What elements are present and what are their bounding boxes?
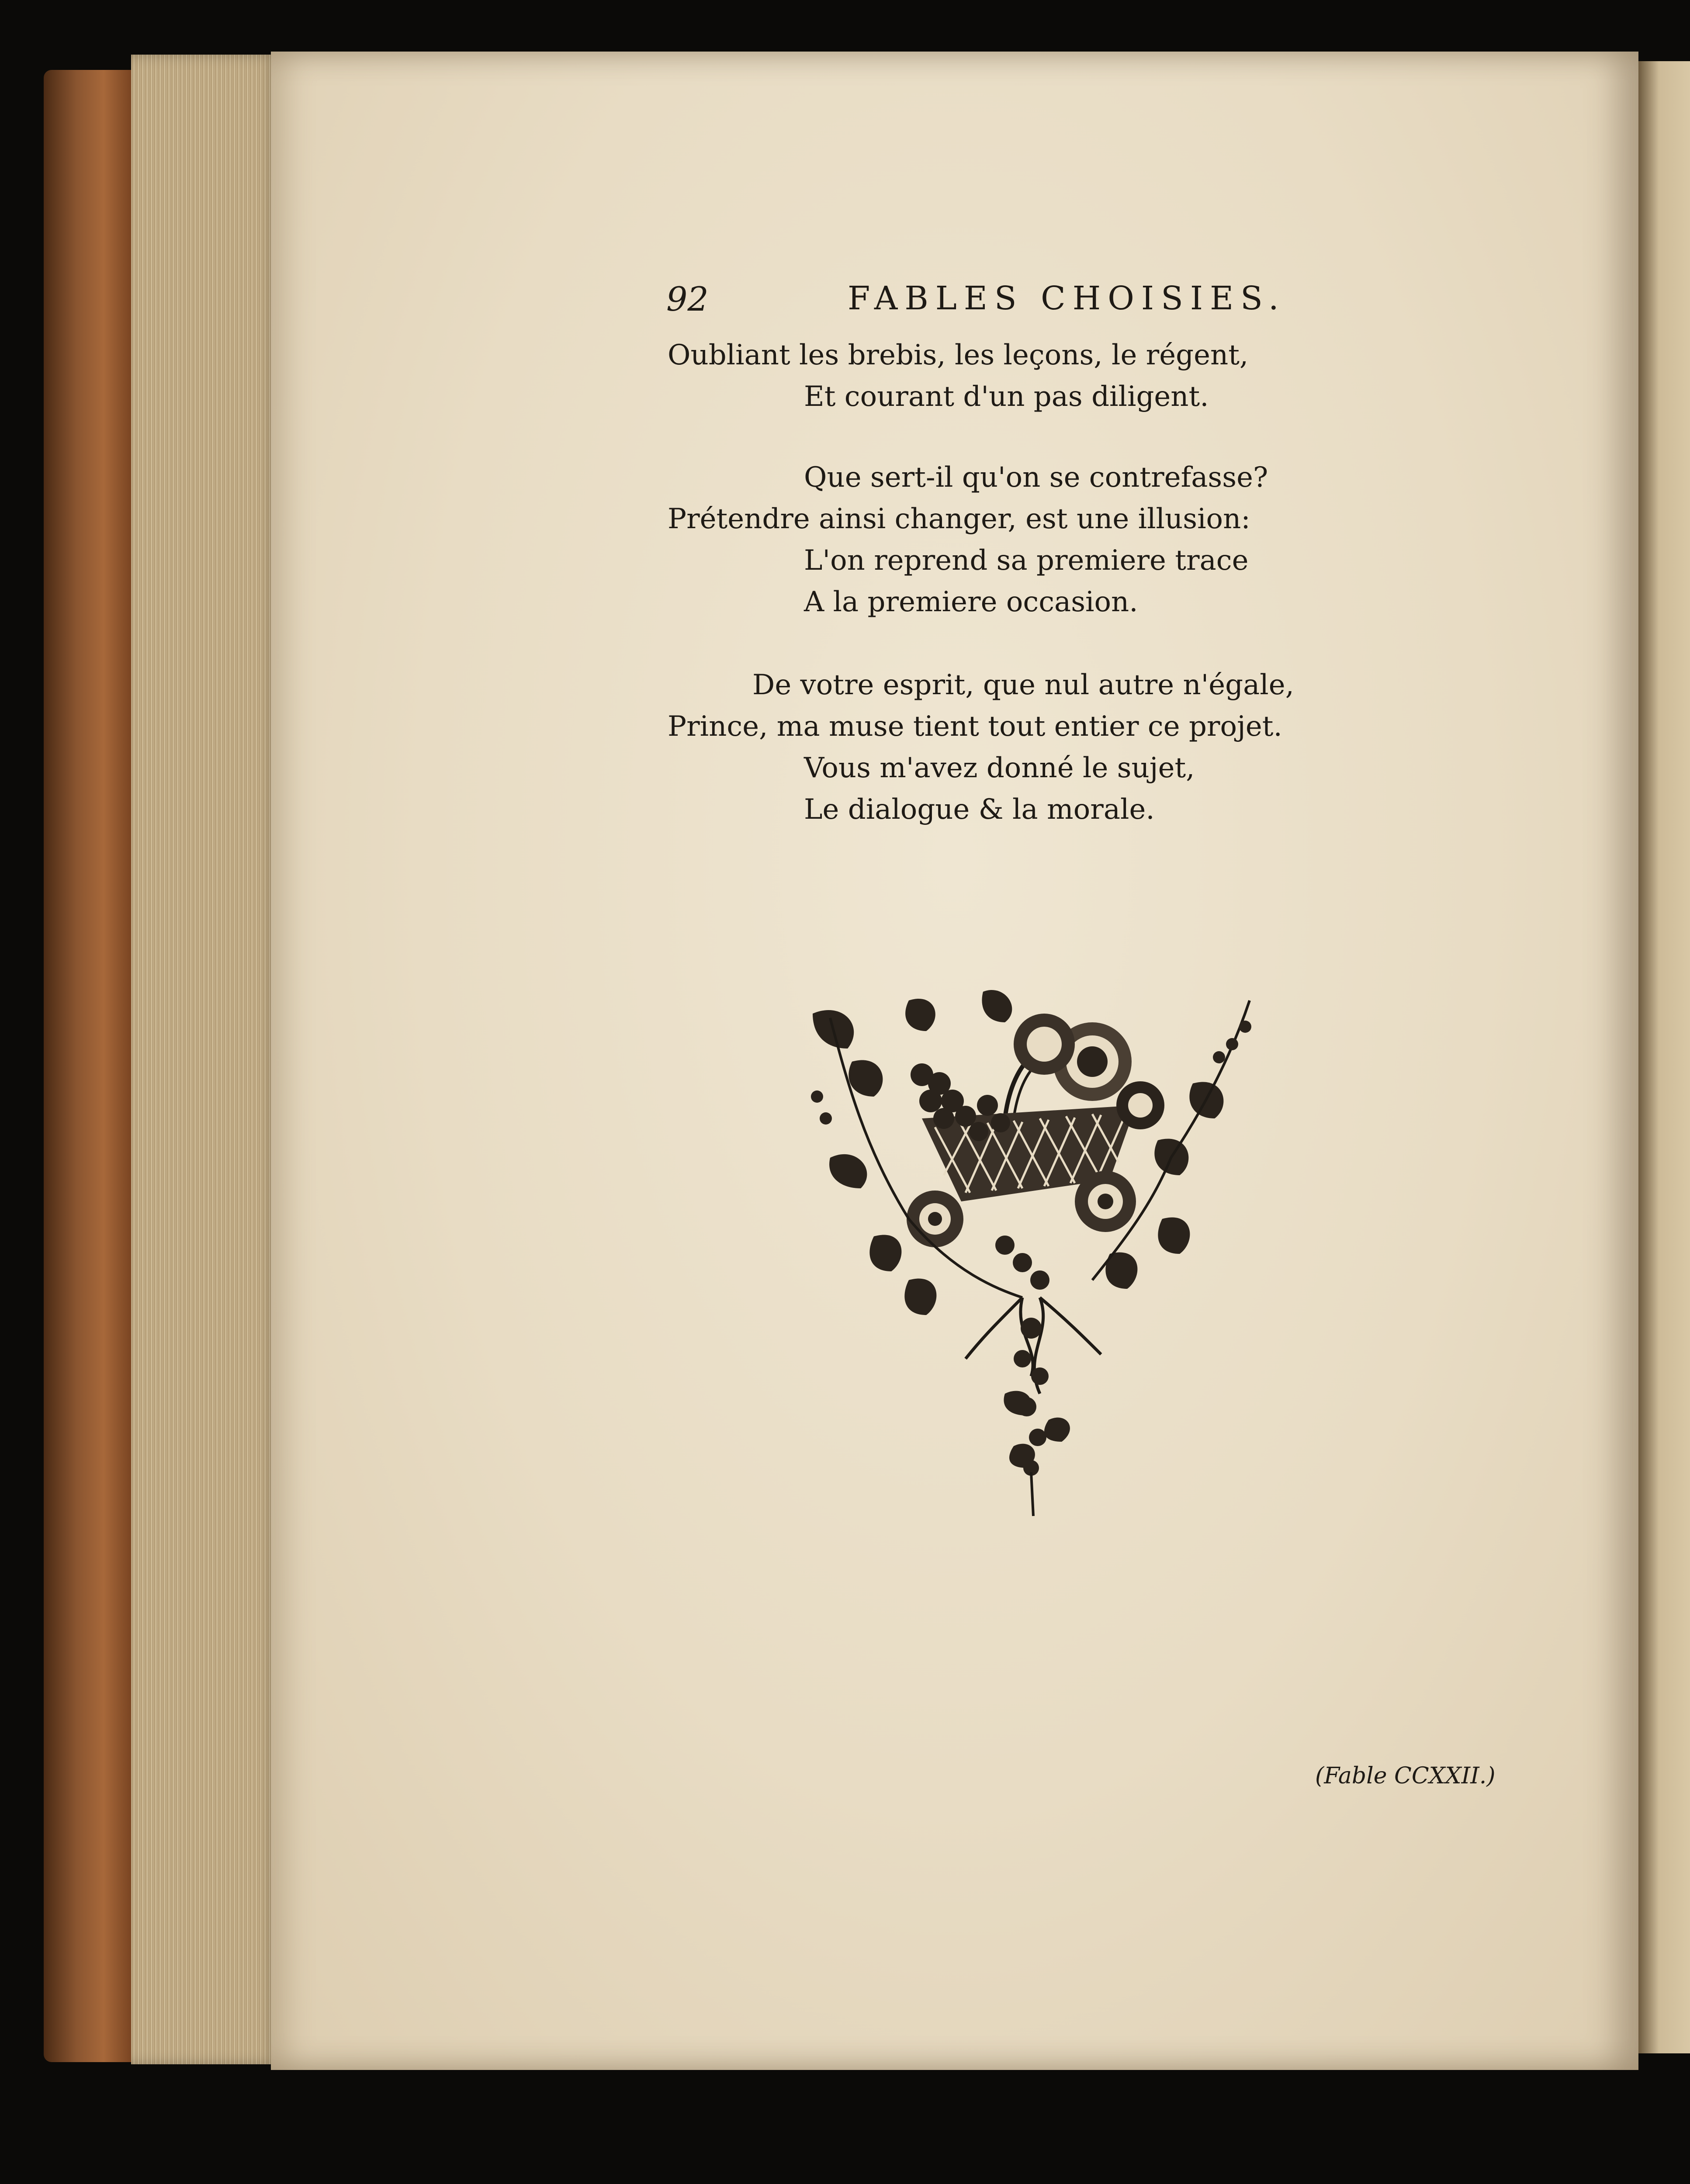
verse-line: Le dialogue & la morale. (804, 793, 1155, 826)
verse-line: De votre esprit, que nul autre n'égale, (752, 669, 1294, 701)
verse-line: Prétendre ainsi changer, est une illusion: (668, 503, 1250, 535)
catchword: (Fable CCXXII.) (1315, 1763, 1496, 1789)
verse-line: Et courant d'un pas diligent. (804, 381, 1209, 413)
verse-line: Que sert-il qu'on se contrefasse? (804, 461, 1268, 494)
facing-page-edge (1638, 61, 1690, 2053)
flower-basket-vignette-icon (778, 974, 1293, 1525)
verse-line: Oubliant les brebis, les leçons, le régent, (668, 339, 1249, 371)
verse-line: Prince, ma muse tient tout entier ce projet. (668, 710, 1282, 743)
running-head (666, 280, 1322, 328)
page-block-edges (131, 55, 280, 2064)
page-number: 92 (666, 280, 709, 318)
verse-line: A la premiere occasion. (804, 586, 1138, 618)
verse-line: Vous m'avez donné le sujet, (804, 752, 1195, 784)
verse-line: L'on reprend sa premiere trace (804, 544, 1249, 577)
page-header-title: FABLES CHOISIES. (848, 280, 1286, 317)
